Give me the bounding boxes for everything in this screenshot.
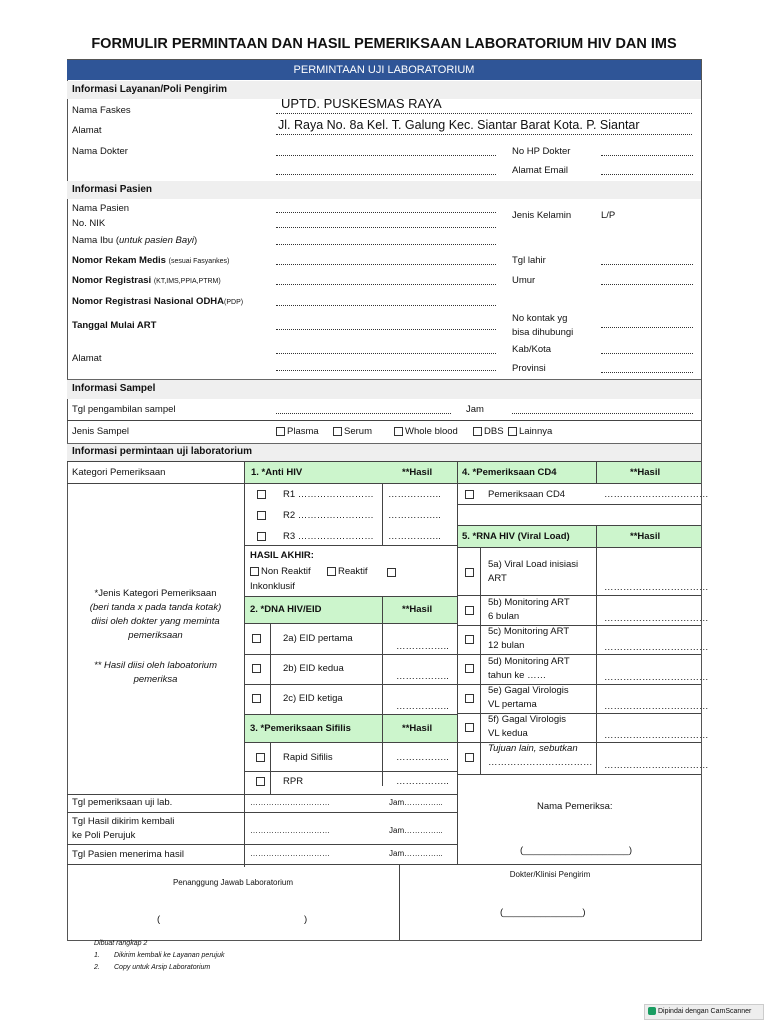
registrasi-note: (KT,IMS,PPIA,PTRM): [153, 278, 221, 285]
section-sampel-heading: Informasi Sampel: [72, 383, 156, 394]
note-line-5: ** Hasil diisi oleh laboatorium: [93, 660, 218, 671]
mulai-art-field[interactable]: [276, 329, 496, 330]
nama-dokter-label: Nama Dokter: [72, 146, 128, 157]
nama-faskes-line: [276, 113, 692, 114]
checkbox-dbs[interactable]: [473, 427, 482, 436]
nik-field[interactable]: [276, 227, 496, 228]
notes-item-1-num: 1.: [94, 952, 100, 959]
checkbox-eid-3[interactable]: [252, 694, 261, 703]
nama-ibu-label-close: ): [194, 235, 198, 246]
checkbox-vl-5b[interactable]: [465, 606, 474, 615]
vl-5e-result[interactable]: ……………………………: [604, 701, 709, 712]
notes-item-1: Dikirim kembali ke Layanan perujuk: [114, 952, 225, 959]
opt-lainnya-label: Lainnya: [519, 426, 553, 437]
nama-ibu-label-italic: untuk pasien Bayi: [119, 235, 194, 246]
notes-heading: Dibuat rangkap 2: [94, 940, 148, 947]
registrasi-label-text: Nomor Registrasi: [72, 275, 152, 286]
opt-lainnya[interactable]: [508, 426, 552, 437]
opt-reaktif[interactable]: [327, 566, 368, 577]
checkbox-vl-5d[interactable]: [465, 664, 474, 673]
vl-5f-result[interactable]: ……………………………: [604, 730, 709, 741]
vl-other-line1: Tujuan lain, sebutkan: [488, 743, 578, 754]
odha-note: (PDP): [224, 299, 244, 306]
rapid-sifilis-result[interactable]: ……………..: [396, 752, 449, 763]
odha-label: [72, 296, 243, 307]
mulai-art-label: Tanggal Mulai ART: [72, 320, 157, 331]
nama-faskes-label: Nama Faskes: [72, 105, 131, 116]
tgl-kirim-label-1: Tgl Hasil dikirim kembali: [72, 816, 175, 827]
rekam-medis-field[interactable]: [276, 264, 496, 265]
grid-h-sifilis: [244, 742, 457, 743]
opt-serum[interactable]: [333, 426, 372, 437]
sifilis-hasil-header: **Hasil: [402, 723, 433, 734]
anti-hiv-header: 1. *Anti HIV: [251, 467, 303, 478]
sifilis-header: 3. *Pemeriksaan Sifilis: [250, 723, 351, 734]
grid-h-483: [67, 483, 701, 484]
cd4-header: 4. *Pemeriksaan CD4: [462, 467, 557, 478]
dna-header: 2. *DNA HIV/EID: [250, 604, 322, 615]
kategori-label: Kategori Pemeriksaan: [72, 467, 166, 478]
grid-h-eid2: [244, 684, 457, 685]
opt-serum-label: Serum: [344, 426, 372, 437]
grid-v-sifilis-check: [270, 742, 271, 794]
vl-5e-line1: 5e) Gagal Virologis: [488, 685, 569, 696]
grid-v-382: [382, 483, 383, 545]
dokter-label: Dokter/Klinisi Pengirim: [509, 870, 591, 879]
grid-v-596: [596, 461, 597, 483]
grid-h-footer-2: [67, 844, 457, 845]
nik-label: No. NIK: [72, 218, 106, 229]
grid-v-244: [244, 461, 245, 867]
anti-hiv-hasil-header: **Hasil: [402, 467, 433, 478]
tgl-lahir-field[interactable]: [601, 264, 693, 265]
eid-3-label: 2c) EID ketiga: [283, 693, 343, 704]
grid-h-462: [67, 461, 701, 462]
nama-ibu-label: [72, 235, 197, 246]
registrasi-label: [72, 275, 221, 286]
checkbox-vl-other[interactable]: [465, 753, 474, 762]
checkbox-lainnya[interactable]: [508, 427, 517, 436]
alamat-layanan-label: Alamat: [72, 125, 102, 136]
opt-whole-blood-label: Whole blood: [405, 426, 458, 437]
vl-5d-result[interactable]: ……………………………: [604, 672, 709, 683]
eid-2-result[interactable]: ……………..: [396, 671, 449, 682]
tgl-terima-jam[interactable]: Jam…………...: [389, 849, 443, 858]
grid-v-vl-check: [480, 547, 481, 774]
grid-h-eid3: [244, 714, 457, 715]
eid-1-result[interactable]: ……………..: [396, 641, 449, 652]
vl-5f-line2: VL kedua: [488, 728, 528, 739]
grid-h-dna-top: [244, 596, 457, 597]
grid-h-vl-a: [457, 595, 701, 596]
checkbox-vl-5a[interactable]: [465, 568, 474, 577]
grid-h-rapid: [244, 771, 457, 772]
tgl-kirim-value[interactable]: …………………………: [250, 826, 330, 835]
alamat-layanan-line: [276, 134, 692, 135]
nama-dokter-field-2[interactable]: [276, 174, 496, 175]
grid-v-dna-check: [270, 623, 271, 715]
vl-other-line2[interactable]: ……………………………: [488, 757, 593, 768]
umur-field[interactable]: [601, 284, 693, 285]
no-hp-field[interactable]: [601, 155, 693, 156]
checkbox-eid-2[interactable]: [252, 664, 261, 673]
tgl-kirim-jam[interactable]: Jam…………...: [389, 826, 443, 835]
kab-label: Kab/Kota: [512, 344, 552, 355]
checkbox-serum[interactable]: [333, 427, 342, 436]
note-line-1: *Jenis Kategori Pemeriksaan: [94, 588, 217, 599]
jenis-sampel-label: Jenis Sampel: [72, 426, 130, 437]
grid-h-dna-bottom: [244, 623, 457, 624]
vl-other-result[interactable]: ……………………………: [604, 760, 709, 771]
tgl-periksa-label: Tgl pemeriksaan uji lab.: [72, 797, 173, 808]
alamat-layanan-value[interactable]: Jl. Raya No. 8a Kel. T. Galung Kec. Siantar Barat Kota. P. Siantar: [278, 118, 640, 132]
nama-pasien-label: Nama Pasien: [72, 203, 130, 214]
kontak-label-1: No kontak yg: [512, 313, 568, 324]
grid-h-rna-top: [457, 525, 701, 526]
sampel-divider: [67, 420, 701, 421]
banner: PERMINTAAN UJI LABORATORIUM: [67, 60, 701, 80]
section-pasien: [67, 181, 701, 199]
grid-h-rna-bottom: [457, 547, 701, 548]
rna-hasil-header: **Hasil: [630, 531, 661, 542]
nama-pasien-field[interactable]: [276, 212, 496, 213]
tgl-lahir-label: Tgl lahir: [512, 255, 546, 266]
opt-dbs[interactable]: [473, 426, 504, 437]
cd4-item-label: Pemeriksaan CD4: [488, 489, 566, 500]
grid-v-footer-right: [457, 774, 458, 864]
alamat-pasien-field-2[interactable]: [276, 370, 496, 371]
no-hp-label: No HP Dokter: [512, 146, 571, 157]
jenis-kelamin-value[interactable]: L/P: [601, 210, 616, 221]
dna-hasil-header: **Hasil: [402, 604, 433, 615]
r3-result[interactable]: ……………..: [388, 531, 441, 542]
jam-sampel-label: Jam: [466, 404, 484, 415]
grid-h-vl-g: [457, 774, 701, 775]
eid-3-result[interactable]: ……………..: [396, 701, 449, 712]
notes-item-2-num: 2.: [94, 964, 100, 971]
vl-5b-result[interactable]: ……………………………: [604, 613, 709, 624]
vl-5c-result[interactable]: ……………………………: [604, 642, 709, 653]
checkbox-r1[interactable]: [257, 490, 266, 499]
pj-lab-open: (: [157, 914, 161, 925]
odha-label-text: Nomor Registrasi Nasional ODHA: [72, 296, 225, 307]
provinsi-field[interactable]: [601, 372, 693, 373]
opt-whole-blood[interactable]: [394, 426, 458, 437]
eid-1-label: 2a) EID pertama: [283, 633, 353, 644]
nama-faskes-value[interactable]: UPTD. PUSKESMAS RAYA: [281, 96, 442, 111]
note-line-4: pemeriksaan: [128, 630, 183, 641]
checkbox-cd4[interactable]: [465, 490, 474, 499]
checkbox-rpr[interactable]: [256, 777, 265, 786]
alamat-pasien-field-1[interactable]: [276, 353, 496, 354]
pj-lab-label: Penanggung Jawab Laboratorium: [172, 878, 294, 887]
rekam-medis-label-text: Nomor Rekam Medis: [72, 255, 166, 266]
checkbox-non-reaktif[interactable]: [250, 567, 259, 576]
cd4-result[interactable]: ……………………………: [604, 489, 709, 500]
nama-ibu-label-text: Nama Ibu (: [72, 235, 119, 246]
jam-sampel-field[interactable]: [512, 413, 693, 414]
grid-h-eid1: [244, 654, 457, 655]
cd4-hasil-header: **Hasil: [630, 467, 661, 478]
email-field[interactable]: [601, 174, 693, 175]
rpr-label: RPR: [283, 776, 304, 787]
nama-pemeriksa-sign[interactable]: (____________________): [520, 845, 632, 856]
checkbox-r3[interactable]: [257, 532, 266, 541]
nama-dokter-field[interactable]: [276, 155, 496, 156]
tgl-sampel-label: Tgl pengambilan sampel: [72, 404, 176, 415]
alamat-pasien-label: Alamat: [72, 353, 102, 364]
rpr-result[interactable]: ……………..: [396, 776, 449, 787]
kontak-field[interactable]: [601, 327, 693, 328]
nama-ibu-field[interactable]: [276, 244, 496, 245]
hasil-akhir-label: HASIL AKHIR:: [250, 550, 314, 561]
checkbox-inkonklusif[interactable]: [387, 568, 396, 577]
tgl-sampel-field[interactable]: [276, 413, 451, 414]
checkbox-vl-5e[interactable]: [465, 694, 474, 703]
grid-h-546: [244, 545, 457, 546]
section-sampel: [67, 379, 701, 399]
grid-h-vl-c: [457, 654, 701, 655]
checkbox-whole-blood[interactable]: [394, 427, 403, 436]
vl-5a-line1: 5a) Viral Load inisiasi: [488, 559, 579, 570]
note-line-2: (beri tanda x pada tanda kotak): [89, 602, 222, 613]
note-line-3: diisi oleh dokter yang meminta: [91, 616, 220, 627]
kab-field[interactable]: [601, 353, 693, 354]
nama-pemeriksa-label: Nama Pemeriksa:: [537, 801, 613, 812]
checkbox-eid-1[interactable]: [252, 634, 261, 643]
eid-2-label: 2b) EID kedua: [283, 663, 344, 674]
grid-v-dna-result: [382, 596, 383, 786]
section-pasien-heading: Informasi Pasien: [72, 184, 153, 195]
grid-h-footer-1: [67, 812, 457, 813]
grid-h-lab-top: [67, 794, 457, 795]
email-label: Alamat Email: [512, 165, 568, 176]
checkbox-r2[interactable]: [257, 511, 266, 520]
note-line-6: pemeriksa: [133, 674, 178, 685]
opt-dbs-label: DBS: [484, 426, 504, 437]
kontak-label-2: bisa dihubungi: [512, 327, 574, 338]
jenis-kelamin-label: Jenis Kelamin: [512, 210, 572, 221]
vl-5b-line1: 5b) Monitoring ART: [488, 597, 570, 608]
tgl-periksa-jam[interactable]: Jam…………...: [389, 798, 443, 807]
grid-v-vl-result: [596, 547, 597, 774]
checkbox-plasma[interactable]: [276, 427, 285, 436]
opt-non-reaktif[interactable]: [250, 566, 311, 577]
vl-5c-line2: 12 bulan: [488, 640, 525, 651]
inkonklusif-label: Inkonklusif: [250, 581, 295, 592]
form-title: FORMULIR PERMINTAAN DAN HASIL PEMERIKSAAN LABORATORIUM HIV DAN IMS: [91, 36, 677, 52]
dokter-sign[interactable]: (_______________): [500, 907, 586, 918]
vl-5c-line1: 5c) Monitoring ART: [488, 626, 570, 637]
camscanner-watermark: [644, 1004, 764, 1020]
camscanner-icon: [648, 1007, 656, 1015]
checkbox-rapid-sifilis[interactable]: [256, 753, 265, 762]
section-layanan-heading: Informasi Layanan/Poli Pengirim: [72, 84, 228, 95]
r3-label: R3 ……………………: [283, 531, 374, 542]
grid-v-596-rna: [596, 525, 597, 547]
provinsi-label: Provinsi: [512, 363, 546, 374]
opt-reaktif-label: Reaktif: [338, 566, 368, 577]
r1-result[interactable]: ……………..: [388, 489, 441, 500]
r2-label: R2 ……………………: [283, 510, 374, 521]
r1-label: R1 ……………………: [283, 489, 374, 500]
registrasi-field[interactable]: [276, 284, 496, 285]
grid-h-cd4-bottom: [457, 504, 701, 505]
checkbox-vl-5c[interactable]: [465, 635, 474, 644]
tgl-terima-value[interactable]: …………………………: [250, 849, 330, 858]
pj-lab-close: ): [304, 914, 308, 925]
vl-5b-line2: 6 bulan: [488, 611, 520, 622]
vl-5f-line1: 5f) Gagal Virologis: [488, 714, 566, 725]
r2-result[interactable]: ……………..: [388, 510, 441, 521]
rekam-medis-note: (sesuai Fasyankes): [168, 258, 230, 265]
odha-field[interactable]: [276, 305, 496, 306]
camscanner-text: Dipindai dengan CamScanner: [658, 1008, 752, 1015]
checkbox-reaktif[interactable]: [327, 567, 336, 576]
rapid-sifilis-label: Rapid Sifilis: [283, 752, 333, 763]
vl-5a-line2: ART: [488, 573, 507, 584]
vl-5e-line2: VL pertama: [488, 699, 537, 710]
tgl-periksa-value[interactable]: …………………………: [250, 798, 330, 807]
notes-item-2: Copy untuk Arsip Laboratorium: [114, 964, 211, 971]
umur-label: Umur: [512, 275, 536, 286]
tgl-kirim-label-2: ke Poli Perujuk: [72, 830, 136, 841]
vl-5a-result[interactable]: ……………………………: [604, 582, 709, 593]
section-permintaan-heading: Informasi permintaan uji laboratorium: [72, 446, 253, 457]
vl-5d-line1: 5d) Monitoring ART: [488, 656, 570, 667]
tgl-terima-label: Tgl Pasien menerima hasil: [72, 849, 184, 860]
rna-header: 5. *RNA HIV (Viral Load): [462, 531, 570, 542]
grid-v-457: [457, 461, 458, 781]
opt-plasma-label: Plasma: [287, 426, 319, 437]
opt-non-reaktif-label: Non Reaktif: [261, 566, 311, 577]
opt-plasma[interactable]: [276, 426, 319, 437]
rekam-medis-label: [72, 255, 229, 266]
checkbox-vl-5f[interactable]: [465, 723, 474, 732]
grid-h-footer-3: [67, 864, 701, 865]
vl-5d-line2: tahun ke ……: [488, 670, 547, 681]
